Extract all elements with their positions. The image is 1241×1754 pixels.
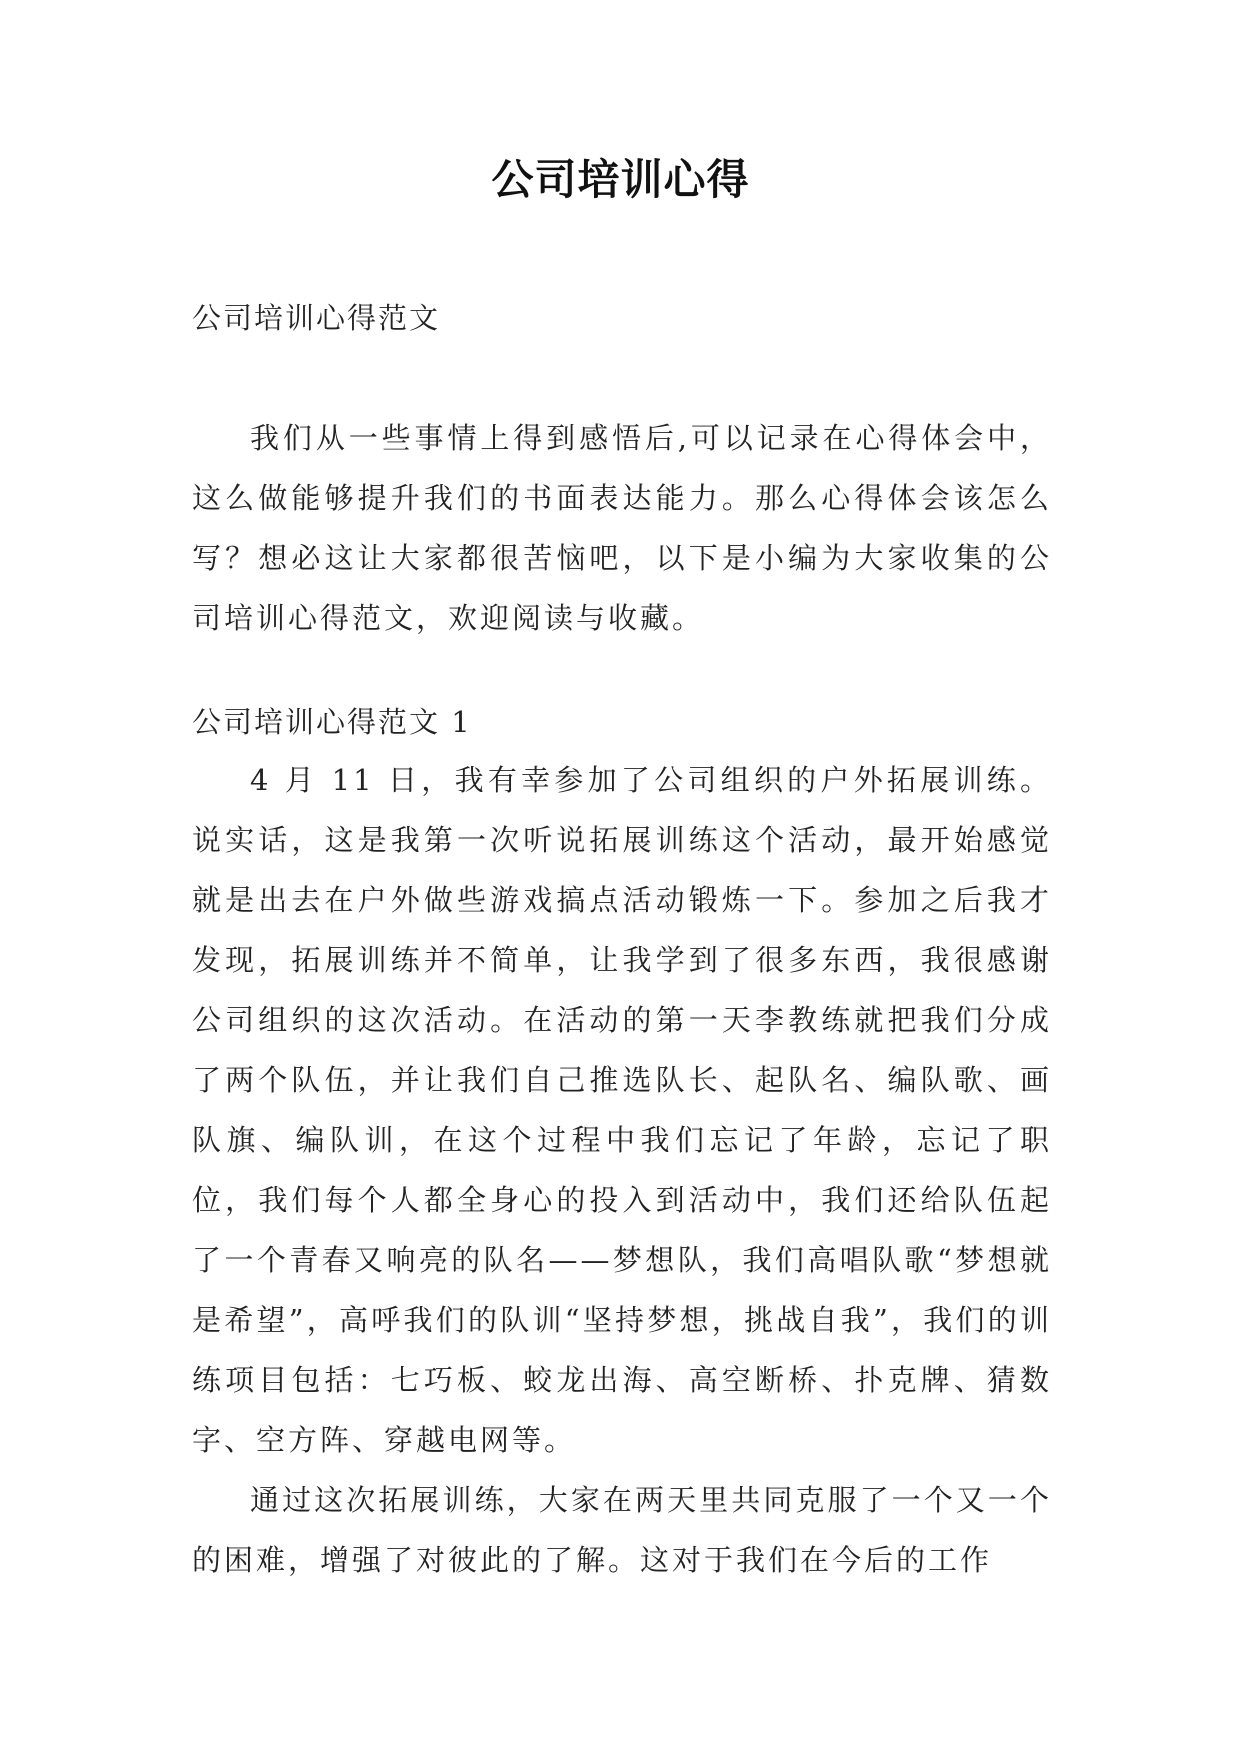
body-paragraph-2: 通过这次拓展训练，大家在两天里共同克服了一个又一个的困难，增强了对彼此的了解。这对于我们在今后的工作 — [192, 1483, 1052, 1577]
intro-block — [192, 408, 1052, 648]
document-subtitle: 公司培训心得范文 — [192, 301, 441, 335]
body-paragraph-1: 4 月 11 日，我有幸参加了公司组织的户外拓展训练。说实话，这是我第一次听说拓展训练这个活动，最开始感觉就是出去在户外做些游戏搞点活动锻炼一下。参加之后我才发现，拓展训练并不简单，让我学到了很多东西，我很感谢公司组织的这次活动。在活动的第一天李教练就把我们分成了两个队伍，并让我们自己推选队长、起队名、编队歌、画队旗、编队训，在这个过程中我们忘记了年龄，忘记了职位，我们每个人都全身心的投入到活动中，我们还给队伍起了一个青春又响亮的队名——梦想队，我们高唱队歌“梦想就是希望”，高呼我们的队训“坚持梦想，挑战自我”，我们的训练项目包括：七巧板、蛟龙出海、高空断桥、扑克牌、猜数字、空方阵、穿越电网等。 — [192, 763, 1052, 1457]
section-body — [192, 750, 1052, 1590]
intro-paragraph: 我们从一些事情上得到感悟后,可以记录在心得体会中，这么做能够提升我们的书面表达能力。那么心得体会该怎么写？想必这让大家都很苦恼吧，以下是小编为大家收集的公司培训心得范文，欢迎阅读与收藏。 — [192, 421, 1052, 635]
section-heading: 公司培训心得范文 1 — [192, 705, 472, 739]
document-title: 公司培训心得 — [491, 155, 750, 204]
